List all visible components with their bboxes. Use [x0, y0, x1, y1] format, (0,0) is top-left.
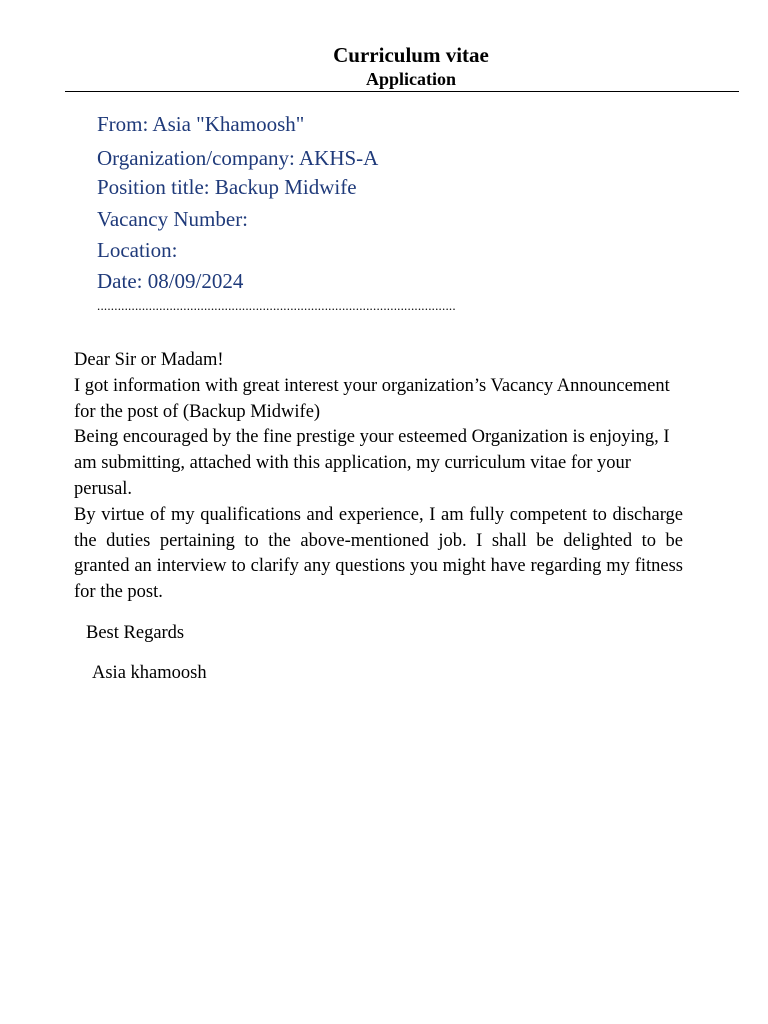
vacancy-field: Vacancy Number:: [97, 207, 249, 231]
document-title: Curriculum vitae: [333, 43, 489, 67]
letter-body: [74, 348, 683, 606]
letter-paragraph-3: By virtue of my qualifications and experience, I am fully competent to discharge the duties pertaining to the above-mentioned job. I shall be delighted to be granted an interview to clarify any questions you might have regarding my fitness for the post.: [74, 504, 683, 603]
organization-field: Organization/company: AKHS-A: [97, 146, 379, 170]
dotted-separator: ........................................................................................................: [97, 298, 456, 313]
title-divider: [65, 91, 739, 92]
date-field: Date: 08/09/2024: [97, 269, 244, 293]
signature-name: Asia khamoosh: [92, 663, 207, 683]
from-field: From: Asia "Khamoosh": [97, 112, 305, 136]
location-field: Location:: [97, 238, 178, 262]
closing: Best Regards: [86, 623, 185, 643]
letter-paragraph-1: I got information with great interest your organization’s Vacancy Announcement for the post of (Backup Midwife): [74, 375, 670, 422]
letter-paragraph-2: Being encouraged by the fine prestige your esteemed Organization is enjoying, I am submitting, attached with this application, my curriculum vitae for your perusal.: [74, 427, 670, 499]
salutation: Dear Sir or Madam!: [74, 350, 224, 370]
position-field: Position title: Backup Midwife: [97, 175, 357, 199]
document-subtitle: Application: [365, 69, 457, 89]
